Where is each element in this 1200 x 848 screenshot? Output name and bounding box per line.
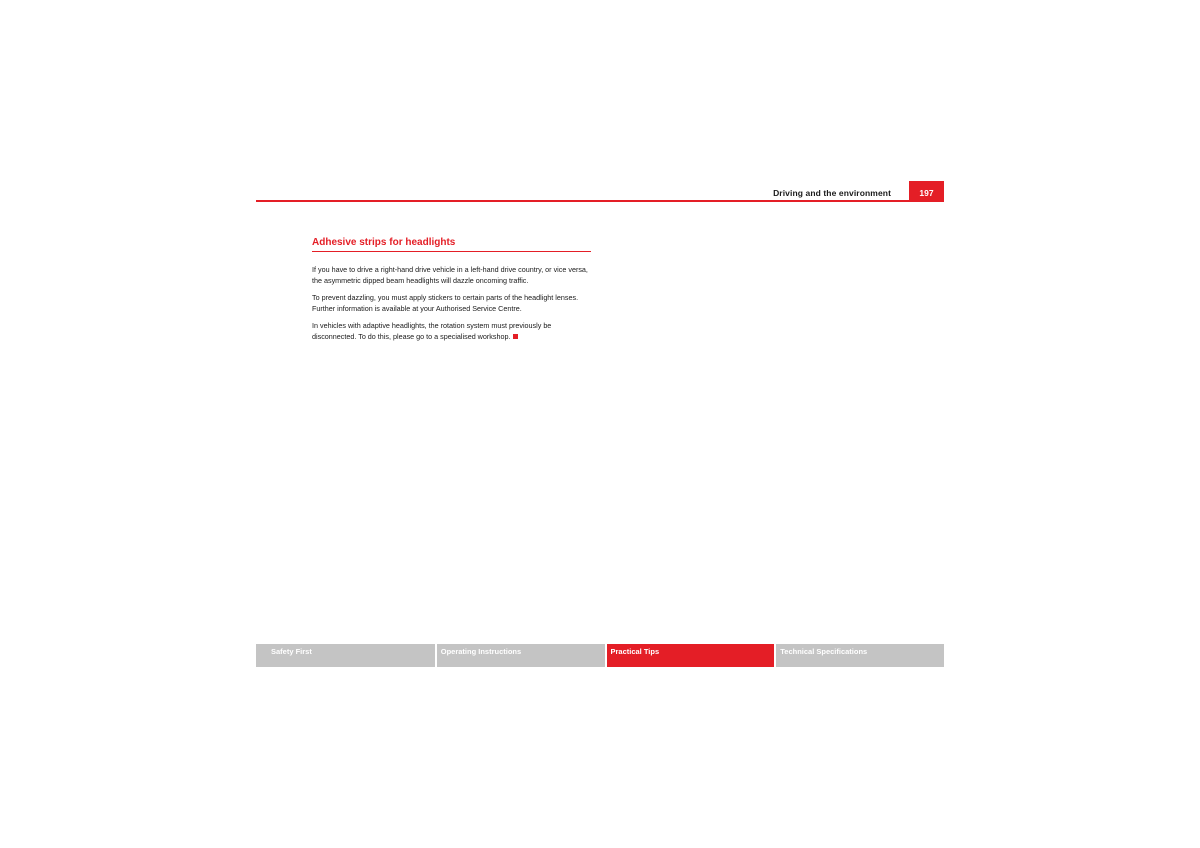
paragraph-2: To prevent dazzling, you must apply stickers to certain parts of the headlight lenses. Further information is available at your Authorised Service Centre. [312, 293, 579, 313]
tab-operating-instructions[interactable]: Operating Instructions [437, 644, 605, 667]
tab-safety-first[interactable]: Safety First [256, 644, 435, 667]
tab-technical-specifications[interactable]: Technical Specifications [776, 644, 944, 667]
paragraph-3-text: In vehicles with adaptive headlights, the rotation system must previously be disconnected. To do this, please go to a specialised workshop. [312, 321, 552, 341]
running-header-title: Driving and the environment [773, 188, 891, 198]
tab-practical-tips[interactable]: Practical Tips [607, 644, 775, 667]
chapter-tab-bar [256, 644, 944, 667]
content-column [312, 236, 591, 342]
paragraph-3 [312, 320, 591, 342]
section-heading: Adhesive strips for headlights [312, 236, 591, 252]
header-divider [256, 200, 944, 202]
end-of-section-square-icon [513, 334, 518, 339]
page-number-badge: 197 [909, 181, 944, 201]
paragraph-1: If you have to drive a right-hand drive vehicle in a left-hand drive country, or vice versa, the asymmetric dipped beam headlights will dazzle oncoming traffic. [312, 265, 588, 285]
